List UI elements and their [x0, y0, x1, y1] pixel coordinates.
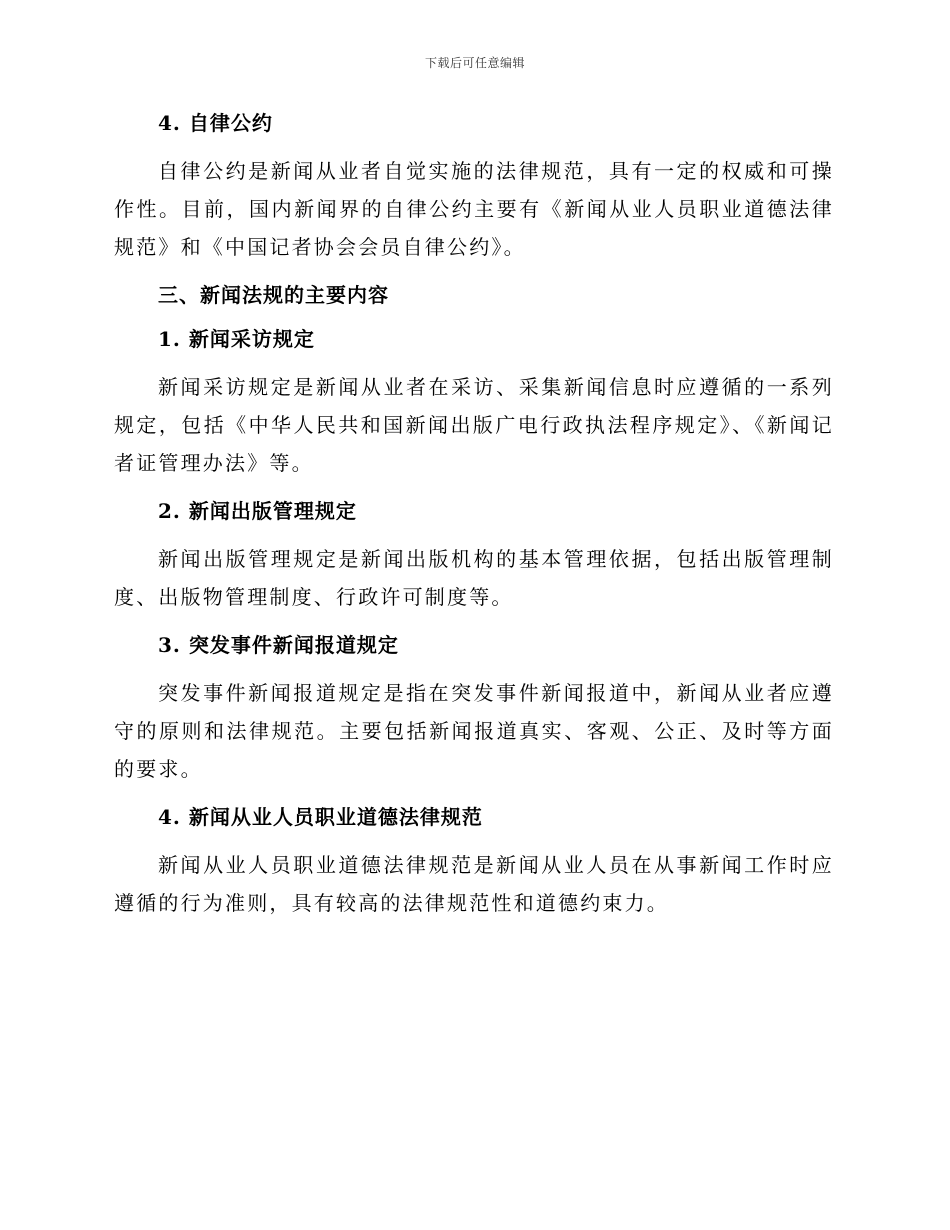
section-paragraph: 自律公约是新闻从业者自觉实施的法律规范，具有一定的权威和可操作性。目前，国内新闻界的自律公约主要有《新闻从业人员职业道德法律规范》和《中国记者协会会员自律公约》。: [114, 159, 834, 259]
section-heading: 1. 新闻采访规定: [158, 327, 315, 351]
section-paragraph: 突发事件新闻报道规定是指在突发事件新闻报道中，新闻从业者应遵守的原则和法律规范。主要包括新闻报道真实、客观、公正、及时等方面的要求。: [114, 681, 834, 781]
section-heading: 4. 新闻从业人员职业道德法律规范: [158, 805, 483, 829]
header-note: 下载后可任意编辑: [424, 56, 525, 70]
section-paragraph: 新闻从业人员职业道德法律规范是新闻从业人员在从事新闻工作时应遵循的行为准则，具有较高的法律规范性和道德约束力。: [114, 853, 834, 915]
section-heading: 4. 自律公约: [158, 111, 273, 135]
section-paragraph: 新闻出版管理规定是新闻出版机构的基本管理依据，包括出版管理制度、出版物管理制度、行政许可制度等。: [114, 547, 834, 609]
document-body: [114, 108, 834, 922]
section-heading: 3. 突发事件新闻报道规定: [158, 633, 399, 657]
section-paragraph: 新闻采访规定是新闻从业者在采访、采集新闻信息时应遵循的一系列规定，包括《中华人民共和国新闻出版广电行政执法程序规定》、《新闻记者证管理办法》等。: [114, 375, 834, 475]
section-heading: 2. 新闻出版管理规定: [158, 499, 357, 523]
chapter-heading: 三、新闻法规的主要内容: [158, 283, 389, 307]
